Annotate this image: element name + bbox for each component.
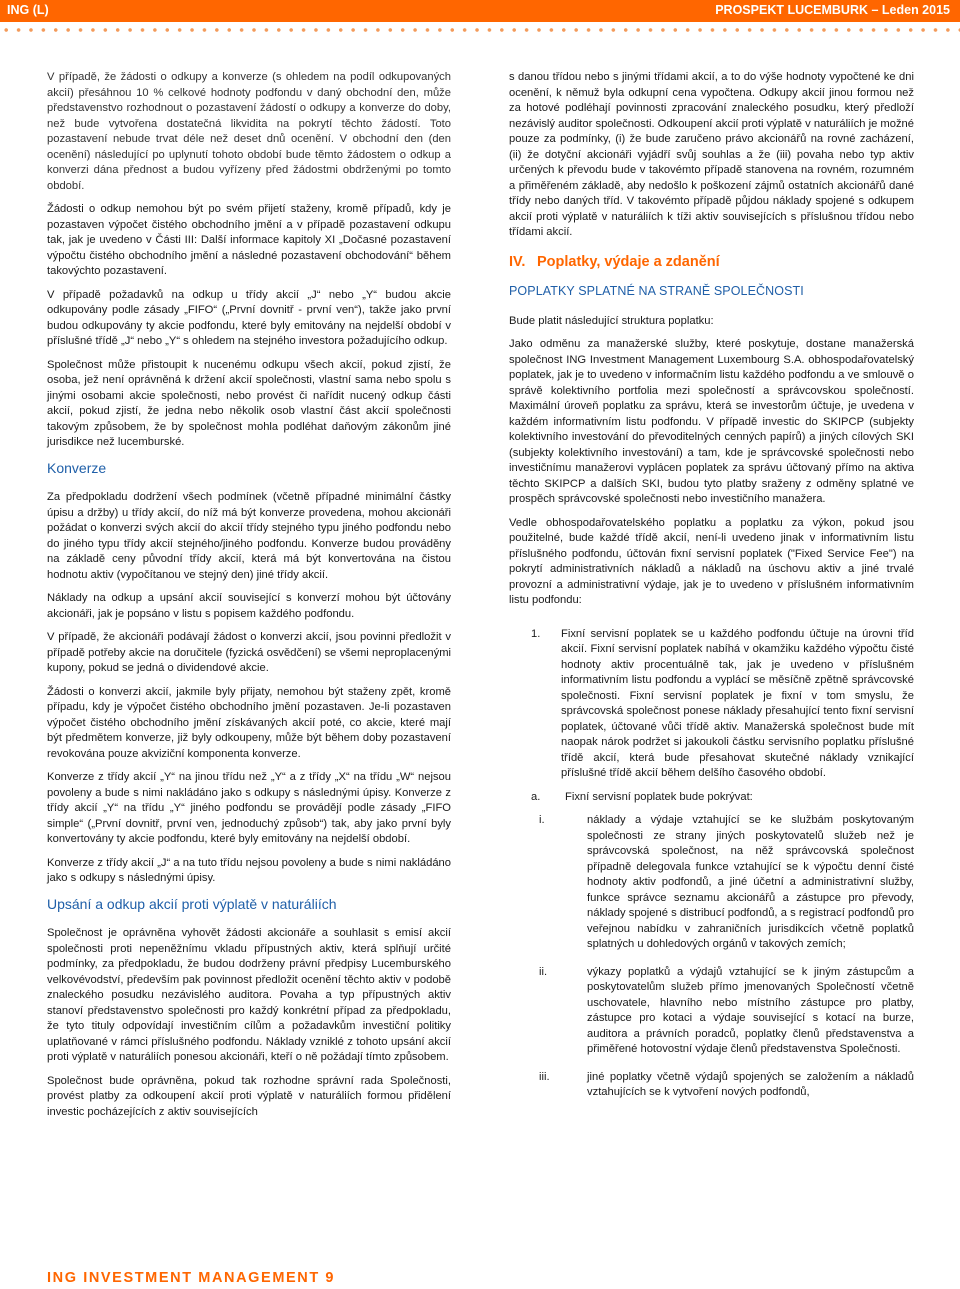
paragraph: Žádosti o konverzi akcií, jakmile byly přijaty, nemohou být staženy zpět, kromě případu, kdy je výpočet čistého obchodního jmění pozastaven. Je-li pozastaven výpočet čistého obchodního jmění získávaných akcií poté, co akcie, které mají být předmětem konverze, již byly odkoupeny, může být během doby pozastavení revokována pouze akviziční komponenta konverze. — [47, 685, 451, 760]
paragraph: Bude platit následující struktura poplatku: — [509, 314, 714, 327]
list-marker: a. — [531, 790, 541, 803]
list-marker: iii. — [539, 1070, 550, 1083]
header-left-title: ING (L) — [7, 3, 49, 17]
list-item-text: Fixní servisní poplatek se u každého podfondu účtuje na úrovni tříd akcií. Fixní servisní poplatek nabíhá v okamžiku každého výpočtu čisté hodnoty aktiv procentuálně tak, jak je uvedeno v příslušném informativním listu podfondu a vyplácí se měsíčně zpětně správcovské společnosti. Fixní servisní poplatek je fixní v tom smyslu, že správcovská společnost ponese náklady přesahující tento fixní servisní poplatek, účtované vůči třídě aktiv. Manažerská společnost bude mít naopak nárok podržet si jakoukoli částku servisního poplatku příslušné třídě akcií, která bude přesahovat skutečné náklady vznikající příslušné třídě akcií během delšího časového období. — [561, 627, 914, 779]
paragraph: Společnost je oprávněna vyhovět žádosti akcionáře a souhlasit s emisí akcií společnosti proti nepeněžnímu vkladu přípustných aktiv, která splňují určité podmínky, za předpokladu, že budou dodrženy právní předpisy Lucemburského velkovévodství, především pak povinnost předložit ocenění těchto aktiv v podobě znaleckého posudku nezávislého auditora. Povaha a typ přípustných aktiv stanoví představenstvo společnosti pro každý konkrétní případ za předpokladu, že tyto tituly odpovídají investičním cílům a požadavkům investiční politiky uplatňované v rámci příslušného podfondu. Náklady vzniklé z tohoto upsání akcií proti výplatě v naturáliích ponesou akcionáři, kteří o ně požádají tímto způsobem. — [47, 927, 451, 1063]
list-marker: i. — [539, 814, 545, 826]
section-heading-konverze: Konverze — [47, 459, 107, 476]
paragraph: Jako odměnu za manažerské služby, které poskytuje, dostane manažerská společnost ING Investment Management Luxembourg S.A. obhospodařovatelský poplatek, jak je to uvedeno v informačním listu každého podfondu a ve smlouvě o správě kolektivního portfolia mezi společností a správcovskou společností. Maximální úroveň poplatku za správu, která se investorům účtuje, je uvedena v každém informativním listu podfondu. V případě investic do SKIPCP (subjekty kolektivního investování do převoditelných cenných papírů) a jiných cílových SKI (subjekty kolektivního investování) a tam, kde je správcovské společnosti nebo investičnímu manažerovi vyplácen poplatek za správu účtovaný přímo na aktiva těchto SKIPCP a dalších SKI, budou tyto platby sraženy z odměny splatné ve prospěch správcovské společnosti nebo investičního manažera. — [509, 338, 914, 505]
right-column — [509, 70, 914, 1113]
left-column — [47, 70, 451, 1128]
paragraph: Za předpokladu dodržení všech podmínek (včetně případné minimální částky úpisu a držby) u třídy akcií, do níž má být konverze provedena, mohou akcionáři požádat o konverzi svých akcií do akcií třídy stejného typu jiného podfondu nebo do jiného typu třídy akcií stejného/jiného podfondu. Konverze budou prováděny na základě ceny původní třídy akcií, která má být konvertována na čistou hodnotu aktiv (vypočítanou ve stejný den) jiné třídy akcií. — [47, 491, 451, 581]
paragraph: Společnost může přistoupit k nucenému odkupu všech akcií, pokud zjistí, že osoba, jež není oprávněná k držení akcií společnosti, vlastní sama nebo spolu s jinými osobami akcie společnosti, nebo provést či nařídit nucený odkup části akcií, pokud zjistí, že jedna nebo několik osob vlastní část akcií společnosti takovým způsobem, že by společnost mohla podléhat daňovým zákonům jiné jurisdikce než lucemburské. — [47, 358, 451, 448]
list-item-text: Fixní servisní poplatek bude pokrývat: — [565, 790, 753, 803]
header-bar — [0, 0, 960, 22]
numbered-list — [509, 627, 914, 1101]
paragraph: Vedle obhospodařovatelského poplatku a poplatku za výkon, pokud jsou použitelné, bude každé třídě akcií, není-li uvedeno jinak v informativním listu příslušného podfondu, účtován fixní servisní poplatek ("Fixed Service Fee") na pokrytí administrativních nákladů a nákladů na úschovu aktiv a jiné trvalé provozní a administrativní výdaje, jak je to uvedeno v příslušném informativním listu podfondu: — [509, 516, 914, 606]
chapter-number: IV. — [509, 253, 526, 270]
paragraph: s danou třídou nebo s jinými třídami akcií, a to do výše hodnoty vypočtené ke dni ocenění, k němuž byla odkupní cena vypočtena. Odkupy akcií jinou formou než za hotové podléhají povinnosti zpracování znaleckého posudku, který předloží nezávislý auditor společnosti. Odkoupení akcií proti výplatě v naturáliích je možné pouze za podmínky, (i) že bude zaručeno právo akcionářů na rovné zacházení, (ii) že dotyční akcionáři vyjádří svůj souhlas a že (iii) povaha nebo typ aktiv určených k převodu bude v takovémto případě stanovena na rovném, rozumném a přiměřeném základě, aby nedošlo k poškození zájmů ostatních akcionářů dané třídy nebo daných tříd. V takovémto případě půjdou náklady spojené s odkupem akcií proti výplatě v naturáliích k tíži aktiv souvisejících s příslušnou třídou nebo třídami akcií. — [509, 71, 914, 238]
list-marker: ii. — [539, 965, 548, 978]
dotted-divider — [0, 26, 960, 34]
paragraph: V případě, že žádosti o odkupy a konverze (s ohledem na podíl odkupovaných akcií) přesáhnou 10 % celkové hodnoty podfondu v daný obchodní den, může představenstvo rozhodnout o pozastavení žádostí o odkupy a konverze do doby, než bude vytvořena dostatečná likvidita na pokrytí těchto žádostí. Toto pozastavení nebude trvat déle než deset dnů ocenění. V obchodní den (den ocenění) následující po uplynutí tohoto období bude těmto žádostem o odkup a konverzi dána přednost a budou vyřízeny před žádostmi obdrženými po tomto období. — [47, 71, 451, 192]
list-item — [509, 627, 914, 782]
list-item-text: náklady a výdaje vztahující se ke službám poskytovaným společnosti ze strany jiných poskytovatelů služeb než je správcovská společnost, na něž správcovská společnost případně delegovala funkce vztahující se k výpočtu denní čisté hodnoty aktiv podfondů, a jiné účetní a administrativní služby, funkce správce seznamu akcionářů a zástupce pro převody, náklady spojené s distribucí podfondů, a s registrací podfondů pro veřejnou nabídku v zahraničních jurisdikcích včetně poplatků splatných u dohledových orgánů v takových zemích; — [587, 814, 914, 950]
subsection-heading: POPLATKY SPLATNÉ NA STRANĚ SPOLEČNOSTI — [509, 284, 804, 298]
list-item — [509, 813, 914, 953]
list-marker: 1. — [531, 627, 541, 640]
chapter-heading — [509, 255, 914, 271]
list-item-text: jiné poplatky včetně výdajů spojených se založením a nákladů vztahujících se k vytvoření nových podfondů, — [587, 1070, 914, 1098]
paragraph: Žádosti o odkup nemohou být po svém přijetí staženy, kromě případů, kdy je pozastaven výpočet čistého obchodního jmění a v případě pozastavení odkupu tak, jak je uvedeno v Části III: Další informace kapitoly XI „Dočasné pozastavení výpočtu čistého obchodního jmění a následné pozastavení obchodování“ během takovýchto pozastavení. — [47, 203, 451, 277]
paragraph: V případě požadavků na odkup u třídy akcií „J“ nebo „Y“ budou akcie odkupovány podle zásady „FIFO“ („První dovnitř - první ven“), takže jako první budou odkupovány ty akcie podfondu, které byly emitovány na nejdelší období v příslušné třídě „J“ nebo „Y“ s ohledem na stejného investora požadujícího odkup. — [47, 288, 451, 347]
list-item-text: výkazy poplatků a výdajů vztahující se k jiným zástupcům a poskytovatelům služeb přímo jmenovaných Společností včetně uschovatele, hlavního nebo místního zástupce pro platby, zástupce pro kotaci a výdaje související s kotací na burze, auditora a právních poradců, poplatky členů představenstva a přiměřené hotovostní výdaje členů představenstva Společnosti. — [587, 965, 914, 1055]
list-item — [509, 790, 914, 806]
list-item — [509, 965, 914, 1058]
paragraph: Konverze z třídy akcií „Y“ na jinou třídu než „Y“ a z třídy „X“ na třídu „W“ nejsou povoleny a bude s nimi nakládáno jako s odkupy s následnými úpisy. Konverze z třídy akcií „Y“ na třídu „Y“ jiného podfondu se provádějí podle zásady „FIFO simple“ („První dovnitř, první ven, jednoduchý způsob“) tak, aby jako první byly konvertovány ty akcie podfondu, které byly emitovány na nejdelší období. — [47, 771, 451, 845]
paragraph: Náklady na odkup a upsání akcií související s konverzí mohou být účtovány akcionáři, jak je popsáno v listu s popisem každého podfondu. — [47, 592, 451, 620]
paragraph: V případě, že akcionáři podávají žádost o konverzi akcií, jsou povinni předložit v případě potřeby akcie na doručitele (fyzická osvědčení) se všemi neproplacenými kupony, pokud se jedná o dividendové akcie. — [47, 631, 451, 674]
paragraph: Společnost bude oprávněna, pokud tak rozhodne správní rada Společnosti, provést platby za odkoupení akcií proti výplatě v naturáliích formou přidělení investic pocházejících z aktiv souvisejících — [47, 1074, 451, 1118]
section-heading-upsani: Upsání a odkup akcií proti výplatě v naturáliích — [47, 895, 337, 912]
list-item — [509, 1070, 914, 1101]
chapter-title: Poplatky, výdaje a zdanění — [537, 253, 720, 270]
paragraph: Konverze z třídy akcií „J“ a na tuto třídu nejsou povoleny a bude s nimi nakládáno jako s odkupy s následnými úpisy. — [47, 856, 451, 884]
header-right-title: PROSPEKT LUCEMBURK – Leden 2015 — [715, 3, 950, 17]
footer: ING INVESTMENT MANAGEMENT 9 — [47, 1270, 336, 1286]
